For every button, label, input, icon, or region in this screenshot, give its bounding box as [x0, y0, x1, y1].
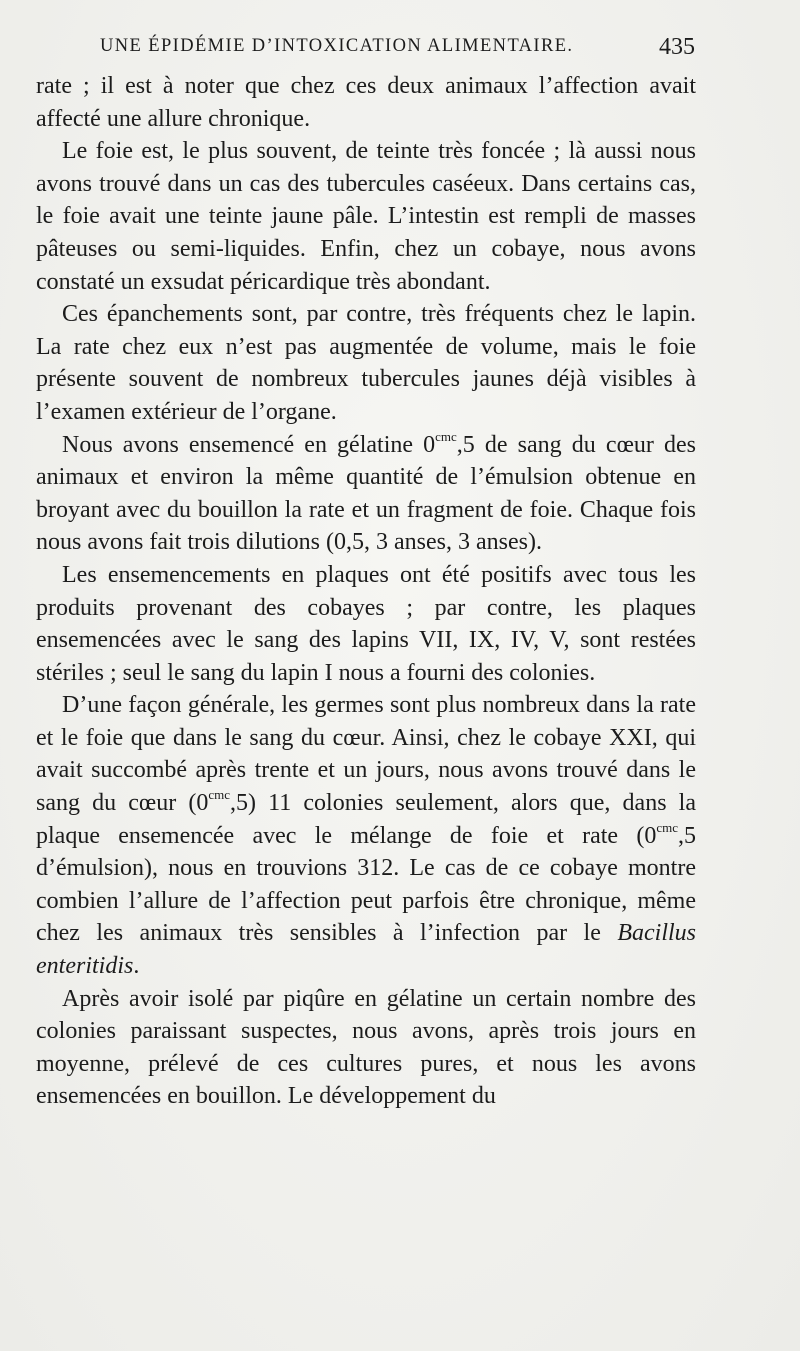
species-name: Bacillus enteritidis	[36, 920, 696, 980]
paragraph-4-part-2: ,5 de sang du cœur des animaux et environ la même quantité de l’émulsion obtenue en broyant avec du bouillon la rate et un fragment de foie. Chaque fois nous avons fait trois dilutions (0,5, 3 anses, 3 anses).	[36, 431, 696, 556]
paragraph-2: Le foie est, le plus souvent, de teinte très foncée ; là aussi nous avons trouvé dans un cas des tubercules caséeux. Dans certains cas, le foie avait une teinte jaune pâle. L’intestin est rempli de masses pâteuses ou semi-liquides. Enfin, chez un cobaye, nous avons constaté un exsudat péricardique très abondant.	[36, 138, 696, 295]
unit-superscript: cmc	[435, 428, 457, 444]
paragraph-4	[36, 429, 696, 559]
paragraph-6-part-4: .	[133, 953, 140, 980]
page-header	[100, 34, 695, 64]
paragraph-6-part-1: D’une façon générale, les germes sont plus nombreux dans la rate et le foie que dans le sang du cœur. Ainsi, chez le cobaye XXI, qui avait succombé après trente et un jours, nous avons trouvé dans le sang du cœur (0	[36, 692, 696, 817]
paragraph-3: Ces épanchements sont, par contre, très fréquents chez le lapin. La rate chez eux n’est pas augmentée de volume, mais le foie présente souvent de nombreux tubercules jaunes déjà visibles à l’examen extérieur de l’organe.	[36, 301, 696, 425]
paragraph-5: Les ensemencements en plaques ont été positifs avec tous les produits provenant des cobayes ; par contre, les plaques ensemencées avec le sang des lapins VII, IX, IV, V, sont restées stériles ; seul le sang du lapin I nous a fourni des colonies.	[36, 561, 696, 686]
paragraph-6-part-3: ,5 d’émulsion), nous en trouvions 312. Le cas de ce cobaye montre combien l’allure de l’affection peut parfois être chronique, même chez les animaux très sensibles à l’infection par le	[36, 822, 696, 947]
unit-superscript: cmc	[656, 819, 678, 835]
paragraph-6-part-2: ,5) 11 colonies seulement, alors que, dans la plaque ensemencée avec le mélange de foie et rate (0	[36, 790, 696, 849]
paragraph-4-part-1: Nous avons ensemencé en gélatine 0	[62, 431, 436, 458]
body-text	[36, 70, 696, 1113]
unit-superscript: cmc	[208, 787, 231, 803]
page-number: 435	[659, 34, 695, 60]
paragraph-1: rate ; il est à noter que chez ces deux animaux l’affection avait affecté une allure chronique.	[36, 73, 696, 132]
running-title: UNE ÉPIDÉMIE D’INTOXICATION ALIMENTAIRE.	[100, 36, 574, 56]
paragraph-7: Après avoir isolé par piqûre en gélatine un certain nombre des colonies paraissant suspectes, nous avons, après trois jours en moyenne, prélevé de ces cultures pures, et nous les avons ensemencées en bouillon. Le développement du	[36, 985, 696, 1110]
paragraph-6	[36, 689, 696, 982]
